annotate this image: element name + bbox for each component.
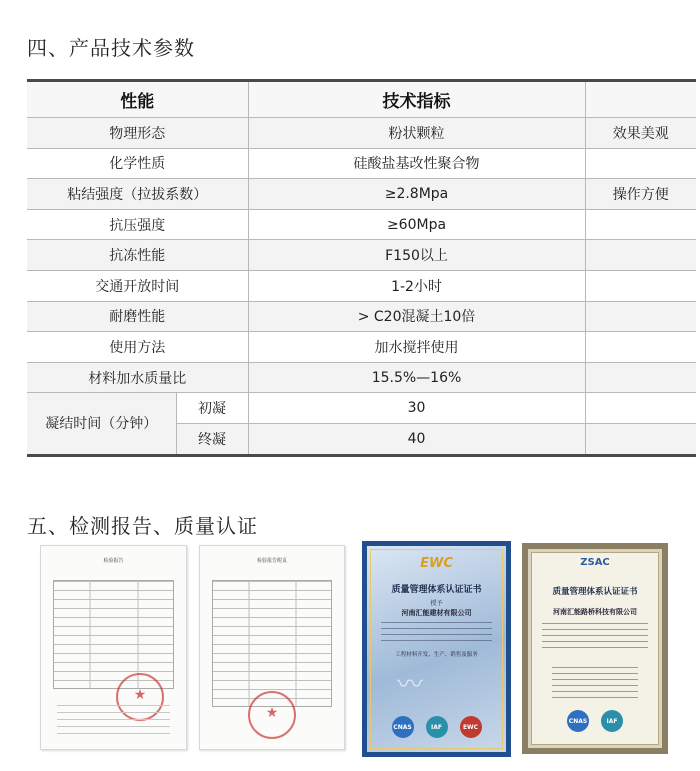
row-remark: 效果美观	[585, 118, 696, 149]
row-value: ≥2.8Mpa	[248, 179, 585, 210]
report-1-text-lines	[57, 705, 170, 735]
red-seal-icon	[248, 691, 296, 739]
table-row	[27, 393, 696, 424]
cnas-mark-icon: CNAS	[392, 716, 414, 738]
certificate-3-body-text	[381, 622, 492, 644]
zsac-logo-icon: ZSAC	[580, 557, 610, 568]
row-value: 1-2小时	[248, 270, 585, 301]
table-row	[27, 179, 696, 210]
row-value: 粉状颗粒	[248, 118, 585, 149]
section-5-title: 五、检测报告、质量认证	[27, 514, 258, 538]
row-property: 材料加水质量比	[27, 362, 248, 393]
row-property: 粘结强度（拉拔系数）	[27, 179, 248, 210]
table-row	[27, 240, 696, 271]
report-2-title: 检验报告附页	[256, 558, 287, 564]
final-setting-value: 40	[248, 423, 585, 455]
row-remark	[585, 332, 696, 363]
section-4-title: 四、产品技术参数	[27, 36, 195, 60]
certificate-4-details-text	[552, 667, 638, 699]
row-remark	[585, 301, 696, 332]
row-property: 物理形态	[27, 118, 248, 149]
row-value: 15.5%—16%	[248, 362, 585, 393]
row-remark	[585, 148, 696, 179]
table-row	[27, 270, 696, 301]
certificate-3-title: 质量管理体系认证证书	[391, 585, 482, 595]
row-property: 化学性质	[27, 148, 248, 179]
certificate-3-granted: 授予	[430, 600, 443, 607]
test-report-image-1	[40, 545, 187, 750]
final-setting-label: 终凝	[176, 423, 248, 455]
certificate-4-company: 河南汇能路桥科技有限公司	[553, 608, 637, 616]
initial-setting-remark	[585, 393, 696, 424]
row-remark	[585, 270, 696, 301]
quality-certificate-image-2	[522, 543, 668, 754]
setting-time-label: 凝结时间（分钟）	[27, 393, 176, 455]
initial-setting-value: 30	[248, 393, 585, 424]
accreditation-marks	[367, 716, 506, 738]
table-row	[27, 301, 696, 332]
table-row	[27, 148, 696, 179]
certificate-4-title: 质量管理体系认证证书	[552, 587, 638, 597]
row-remark	[585, 209, 696, 240]
quality-certificate-image-1	[362, 541, 511, 757]
table-row	[27, 362, 696, 393]
row-property: 交通开放时间	[27, 270, 248, 301]
ewc-mark-icon: EWC	[460, 716, 482, 738]
certificate-3-company: 河南汇能建材有限公司	[401, 609, 472, 617]
report-2-table	[212, 580, 332, 707]
row-value: ≥60Mpa	[248, 209, 585, 240]
accreditation-marks	[528, 710, 662, 732]
cnas-mark-icon: CNAS	[567, 710, 589, 732]
world-map-watermark-icon: 〰	[397, 670, 424, 700]
header-remark	[585, 81, 696, 118]
row-remark	[585, 240, 696, 271]
header-property: 性能	[27, 81, 248, 118]
row-value: F150以上	[248, 240, 585, 271]
table-row	[27, 118, 696, 149]
certificate-3-scope: 工程材料开发、生产、销售及服务	[395, 652, 478, 658]
row-property: 抗冻性能	[27, 240, 248, 271]
final-setting-remark	[585, 423, 696, 455]
row-value: 加水搅拌使用	[248, 332, 585, 363]
row-remark: 操作方便	[585, 179, 696, 210]
initial-setting-label: 初凝	[176, 393, 248, 424]
tech-spec-table	[27, 79, 696, 457]
iaf-mark-icon: IAF	[601, 710, 623, 732]
certificate-4-body-text	[542, 623, 648, 653]
row-property: 使用方法	[27, 332, 248, 363]
iaf-mark-icon: IAF	[426, 716, 448, 738]
row-value: 硅酸盐基改性聚合物	[248, 148, 585, 179]
table-row	[27, 332, 696, 363]
row-remark	[585, 362, 696, 393]
report-1-table	[53, 580, 174, 689]
ewc-logo-icon: EWC	[420, 556, 453, 571]
report-1-title: 检验报告	[103, 558, 124, 564]
test-report-image-2	[199, 545, 345, 750]
row-value: > C20混凝土10倍	[248, 301, 585, 332]
table-row	[27, 209, 696, 240]
row-property: 耐磨性能	[27, 301, 248, 332]
header-indicator: 技术指标	[248, 81, 585, 118]
table-header-row	[27, 81, 696, 118]
row-property: 抗压强度	[27, 209, 248, 240]
